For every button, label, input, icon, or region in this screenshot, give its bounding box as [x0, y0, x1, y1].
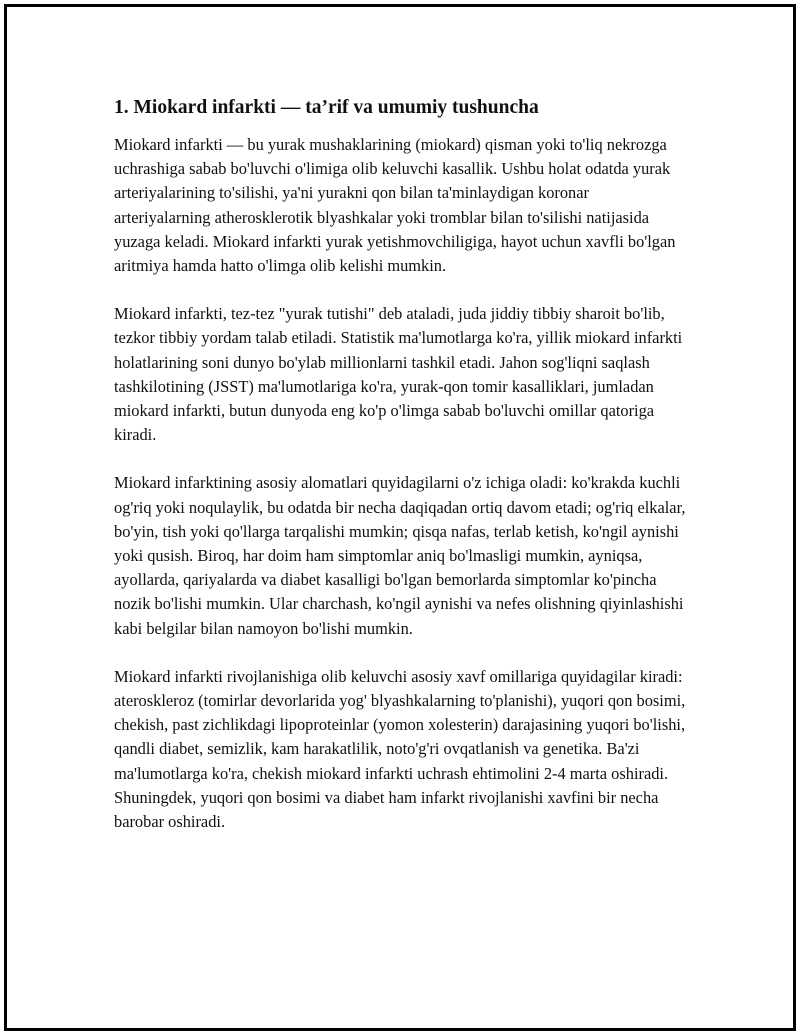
section-heading: 1. Miokard infarkti — ta’rif va umumiy tushuncha: [114, 97, 539, 118]
paragraph-definition: Miokard infarkti — bu yurak mushaklarining (miokard) qisman yoki to'liq nekrozga uchrashiga sabab bo'luvchi o'limiga olib keluvchi kasallik. Ushbu holat odatda yurak arteriyalarining to'silishi, ya'ni yurakni qon bilan ta'minlaydigan koronar arteriyalarning atherosklerotik blyashkalar yoki tromblar bilan to'silishi natijasida yuzaga keladi. Miokard infarkti yurak yetishmovchiligiga, hayot uchun xavfli bo'lgan aritmiya hamda hatto o'limga olib kelishi mumkin.: [114, 135, 676, 276]
paragraph-statistics: Miokard infarkti, tez-tez "yurak tutishi" deb ataladi, juda jiddiy tibbiy sharoit bo'lib, tezkor tibbiy yordam talab etiladi. Statistik ma'lumotlarga ko'ra, yillik miokard infarkti holatlarining soni dunyo bo'ylab millionlarni tashkil etadi. Jahon sog'liqni saqlash tashkilotining (JSST) ma'lumotlariga ko'ra, yurak-qon tomir kasalliklari, jumladan miokard infarkti, butun dunyoda eng ko'p o'limga sabab bo'luvchi omillar qatoriga kiradi.: [114, 304, 683, 445]
paragraph-risk-factors: Miokard infarkti rivojlanishiga olib keluvchi asosiy xavf omillariga quyidagilar kiradi: ateroskleroz (tomirlar devorlarida yog' blyashkalarning to'planishi), yuqori qon bosimi, chekish, past zichlikdagi lipoproteinlar (yomon xolesterin) darajasining yuqori bo'lishi, qandli diabet, semizlik, kam harakatlilik, noto'g'ri ovqatlanish va genetika. Ba'zi ma'lumotlarga ko'ra, chekish miokard infarkti uchrash ehtimolini 2-4 marta oshiradi. Shuningdek, yuqori qon bosimi va diabet ham infarkt rivojlanishi xavfini bir necha barobar oshiradi.: [114, 666, 686, 832]
paragraph-symptoms: Miokard infarktining asosiy alomatlari quyidagilarni o'z ichiga oladi: ko'krakda kuchli og'riq yoki noqulaylik, bu odatda bir necha daqiqadan ortiq davom etadi; og'riq elkalar, bo'yin, tish yoki qo'llarga tarqalishi mumkin; qisqa nafas, terlab ketish, ko'ngil aynishi yoki qusish. Biroq, har doim ham simptomlar aniq bo'lmasligi mumkin, ayniqsa, ayollarda, qariyalarda va diabet kasalligi bo'lgan bemorlarda simptomlar ko'pincha nozik bo'lishi mumkin. Ular charchash, ko'ngil aynishi va nefes olishning qiyinlashishi kabi belgilar bilan namoyon bo'lishi mumkin.: [114, 473, 686, 638]
document-body: [114, 94, 689, 858]
